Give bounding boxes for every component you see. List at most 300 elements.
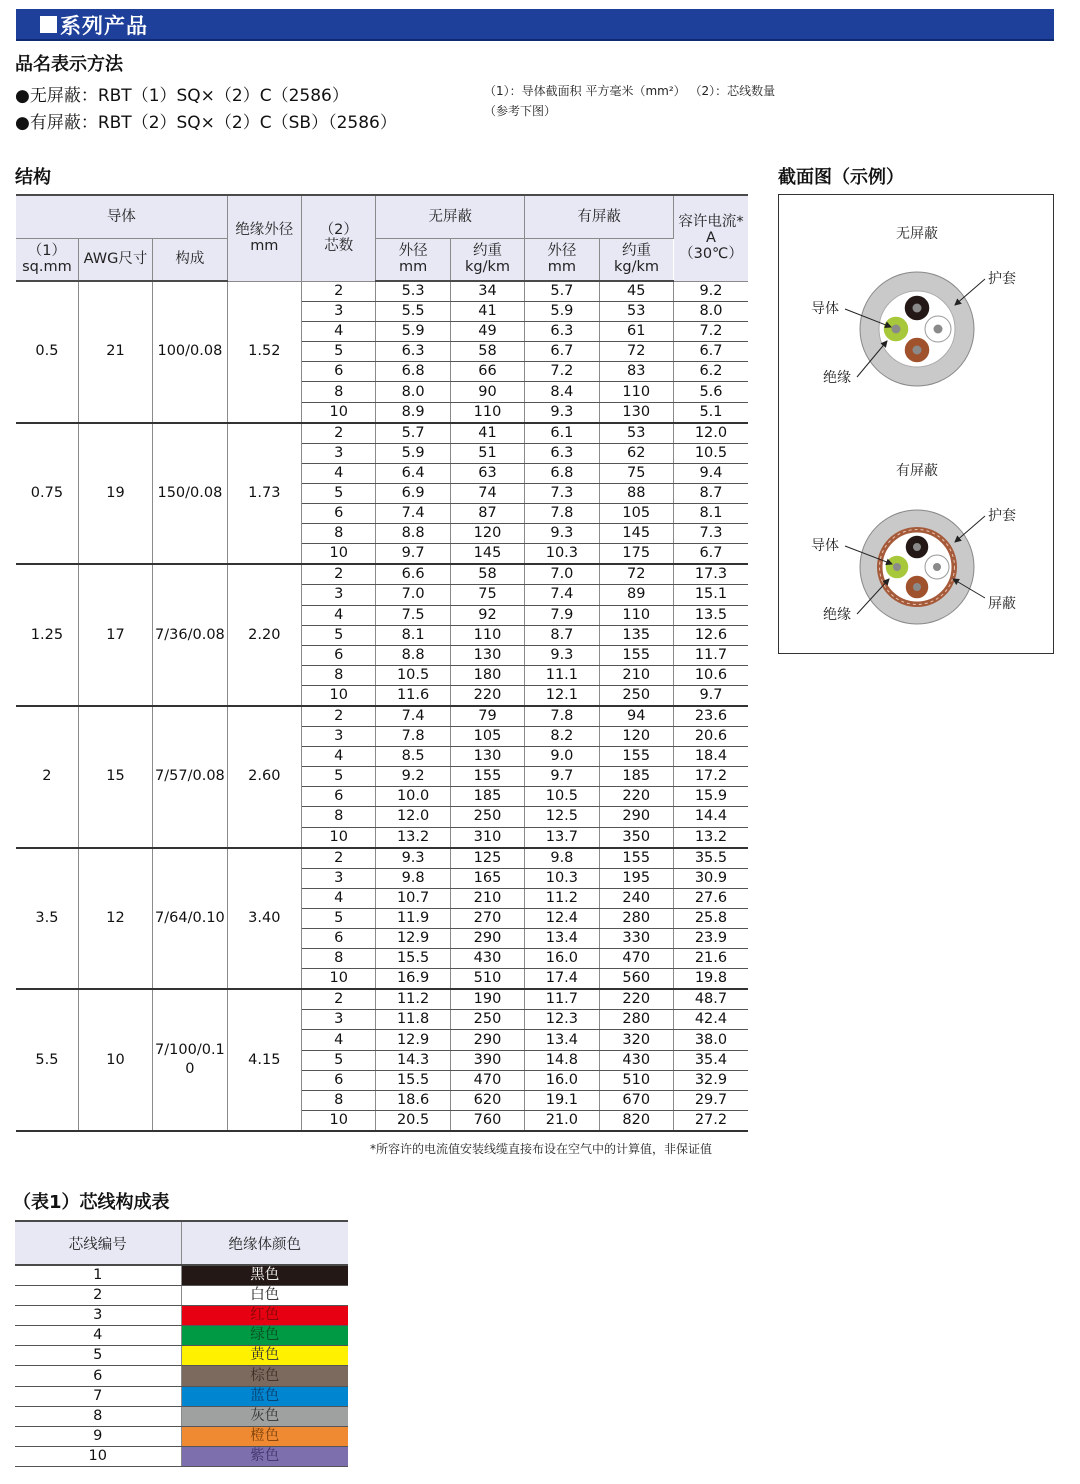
cross-section-panel (778, 194, 1054, 654)
core-number-cell: 2 (15, 1286, 181, 1306)
cores-cell: 2 (302, 281, 376, 302)
core-row (15, 1326, 348, 1346)
core-row (15, 1265, 348, 1286)
shielded-weight-cell: 110 (599, 382, 673, 402)
shielded-weight-cell: 195 (599, 868, 673, 888)
insulation-od-cell: 2.20 (227, 564, 301, 706)
shielded-od-cell: 9.3 (525, 524, 599, 544)
shielded-od-cell: 7.2 (525, 362, 599, 382)
shielded-weight-cell: 94 (599, 706, 673, 727)
shielded-od-cell: 14.8 (525, 1050, 599, 1070)
shielded-od-cell: 9.7 (525, 767, 599, 787)
allowable-current-cell: 9.2 (673, 281, 748, 302)
header-unshielded-od: 外径 mm (376, 238, 450, 281)
cores-cell: 6 (302, 787, 376, 807)
shielded-od-cell: 10.3 (525, 868, 599, 888)
cores-cell: 3 (302, 302, 376, 322)
shielded-weight-cell: 62 (599, 443, 673, 463)
table-footnote: *所容许的电流值安装线缆直接布设在空气中的计算值，非保证值 (370, 1142, 713, 1156)
unshielded-weight-cell: 430 (450, 949, 524, 969)
header-composition: 构成 (153, 238, 227, 281)
table-row (16, 706, 748, 727)
shielded-od-cell: 6.1 (525, 423, 599, 444)
cores-cell: 4 (302, 747, 376, 767)
unshielded-od-cell: 11.9 (376, 908, 450, 928)
cores-cell: 6 (302, 929, 376, 949)
header-sq: （1） sq.mm (16, 238, 78, 281)
insulation-color-cell: 蓝色 (181, 1386, 348, 1406)
core-row (15, 1426, 348, 1446)
cores-cell: 6 (302, 1070, 376, 1090)
insulation-color-cell: 棕色 (181, 1366, 348, 1386)
shielded-weight-cell: 155 (599, 848, 673, 869)
allowable-current-cell: 7.3 (673, 524, 748, 544)
allowable-current-cell: 6.2 (673, 362, 748, 382)
allowable-current-cell: 38.0 (673, 1030, 748, 1050)
shielded-od-cell: 6.3 (525, 322, 599, 342)
core-row (15, 1366, 348, 1386)
shielded-weight-cell: 330 (599, 929, 673, 949)
shielded-weight-cell: 72 (599, 342, 673, 362)
allowable-current-cell: 35.5 (673, 848, 748, 869)
unshielded-od-cell: 12.9 (376, 1030, 450, 1050)
unshielded-weight-cell: 66 (450, 362, 524, 382)
unshielded-od-cell: 11.6 (376, 685, 450, 706)
shielded-weight-cell: 280 (599, 908, 673, 928)
shielded-cable (860, 510, 974, 624)
shielded-od-cell: 11.2 (525, 888, 599, 908)
core-number-cell: 8 (15, 1406, 181, 1426)
unshielded-od-cell: 14.3 (376, 1050, 450, 1070)
table-row (16, 423, 748, 444)
shielded-od-cell: 8.2 (525, 727, 599, 747)
cores-cell: 10 (302, 402, 376, 423)
unshielded-od-cell: 8.1 (376, 625, 450, 645)
unshielded-od-cell: 5.7 (376, 423, 450, 444)
shielded-weight-cell: 72 (599, 564, 673, 585)
allowable-current-cell: 27.2 (673, 1110, 748, 1131)
cores-cell: 5 (302, 767, 376, 787)
allowable-current-cell: 9.7 (673, 685, 748, 706)
composition-cell: 100/0.08 (153, 281, 227, 423)
shielded-od-cell: 12.3 (525, 1010, 599, 1030)
unshielded-weight-cell: 620 (450, 1090, 524, 1110)
allowable-current-cell: 48.7 (673, 989, 748, 1010)
shielded-od-cell: 8.4 (525, 382, 599, 402)
unshielded-weight-cell: 90 (450, 382, 524, 402)
header-current: 容许电流* A （30℃） (673, 195, 748, 281)
shielded-od-cell: 9.3 (525, 402, 599, 423)
unshielded-od-cell: 15.5 (376, 949, 450, 969)
shielded-weight-cell: 185 (599, 767, 673, 787)
conductor-sq-cell: 0.75 (16, 423, 78, 565)
shielded-weight-cell: 155 (599, 747, 673, 767)
insulation-od-cell: 2.60 (227, 706, 301, 848)
core-number-cell: 6 (15, 1366, 181, 1386)
allowable-current-cell: 8.0 (673, 302, 748, 322)
unshielded-weight-cell: 250 (450, 807, 524, 827)
label-conductor-shielded: 导体 (811, 538, 839, 554)
unshielded-weight-cell: 510 (450, 969, 524, 990)
shielded-od-cell: 16.0 (525, 949, 599, 969)
shielded-weight-cell: 820 (599, 1110, 673, 1131)
unshielded-weight-cell: 92 (450, 605, 524, 625)
cores-cell: 5 (302, 625, 376, 645)
shielded-od-cell: 9.3 (525, 645, 599, 665)
allowable-current-cell: 13.2 (673, 827, 748, 848)
conductor-sq-cell: 2 (16, 706, 78, 848)
unshielded-od-cell: 12.9 (376, 929, 450, 949)
unshielded-od-cell: 18.6 (376, 1090, 450, 1110)
insulation-od-cell: 3.40 (227, 848, 301, 990)
shielded-od-cell: 13.4 (525, 929, 599, 949)
unshielded-weight-cell: 210 (450, 888, 524, 908)
cores-cell: 8 (302, 949, 376, 969)
allowable-current-cell: 7.2 (673, 322, 748, 342)
shielded-od-cell: 21.0 (525, 1110, 599, 1131)
unshielded-weight-cell: 105 (450, 727, 524, 747)
shielded-od-cell: 7.0 (525, 564, 599, 585)
insulation-color-cell: 黄色 (181, 1346, 348, 1366)
shielded-od-cell: 7.9 (525, 605, 599, 625)
label-sheath-unshielded: 护套 (988, 271, 1016, 287)
allowable-current-cell: 15.9 (673, 787, 748, 807)
unshielded-weight-cell: 41 (450, 302, 524, 322)
unshielded-weight-cell: 120 (450, 524, 524, 544)
shielded-weight-cell: 320 (599, 1030, 673, 1050)
table-row (16, 989, 748, 1010)
cores-cell: 4 (302, 1030, 376, 1050)
core-row (15, 1286, 348, 1306)
allowable-current-cell: 30.9 (673, 868, 748, 888)
insulation-od-cell: 1.73 (227, 423, 301, 565)
allowable-current-cell: 23.9 (673, 929, 748, 949)
header-unshielded: 无屏蔽 (376, 195, 525, 238)
insulation-color-cell: 黑色 (181, 1265, 348, 1286)
shielded-weight-cell: 220 (599, 787, 673, 807)
unshielded-od-cell: 10.7 (376, 888, 450, 908)
conductor-sq-cell: 5.5 (16, 989, 78, 1131)
shielded-od-cell: 17.4 (525, 969, 599, 990)
unshielded-weight-cell: 130 (450, 747, 524, 767)
allowable-current-cell: 12.0 (673, 423, 748, 444)
unshielded-weight-cell: 34 (450, 281, 524, 302)
unshielded-od-cell: 6.4 (376, 463, 450, 483)
unshielded-weight-cell: 190 (450, 989, 524, 1010)
unshielded-weight-cell: 63 (450, 463, 524, 483)
awg-size-cell: 10 (78, 989, 152, 1131)
allowable-current-cell: 20.6 (673, 727, 748, 747)
shielded-weight-cell: 83 (599, 362, 673, 382)
shielded-od-cell: 6.7 (525, 342, 599, 362)
unshielded-weight-cell: 760 (450, 1110, 524, 1131)
insulation-od-cell: 4.15 (227, 989, 301, 1131)
unshielded-od-cell: 15.5 (376, 1070, 450, 1090)
cores-cell: 4 (302, 322, 376, 342)
shielded-od-cell: 11.7 (525, 989, 599, 1010)
shielded-weight-cell: 670 (599, 1090, 673, 1110)
cores-cell: 2 (302, 706, 376, 727)
awg-size-cell: 19 (78, 423, 152, 565)
shielded-od-cell: 7.8 (525, 706, 599, 727)
cores-cell: 4 (302, 463, 376, 483)
unshielded-od-cell: 7.5 (376, 605, 450, 625)
unshielded-weight-cell: 145 (450, 544, 524, 565)
unshielded-od-cell: 11.8 (376, 1010, 450, 1030)
core-number-cell: 3 (15, 1306, 181, 1326)
allowable-current-cell: 9.4 (673, 463, 748, 483)
unshielded-weight-cell: 87 (450, 504, 524, 524)
allowable-current-cell: 23.6 (673, 706, 748, 727)
allowable-current-cell: 14.4 (673, 807, 748, 827)
unshielded-weight-cell: 290 (450, 929, 524, 949)
structure-table (16, 194, 748, 1132)
allowable-current-cell: 5.1 (673, 402, 748, 423)
unshielded-weight-cell: 180 (450, 665, 524, 685)
unshielded-weight-cell: 310 (450, 827, 524, 848)
header-conductor: 导体 (16, 195, 227, 238)
insulation-color-cell: 灰色 (181, 1406, 348, 1426)
label-shield: 屏蔽 (988, 596, 1016, 612)
unshielded-weight-cell: 250 (450, 1010, 524, 1030)
unshielded-od-cell: 8.9 (376, 402, 450, 423)
shielded-weight-cell: 430 (599, 1050, 673, 1070)
shielded-od-cell: 10.3 (525, 544, 599, 565)
cores-cell: 8 (302, 1090, 376, 1110)
cores-cell: 4 (302, 888, 376, 908)
core-number-cell: 4 (15, 1326, 181, 1346)
shielded-od-cell: 10.5 (525, 787, 599, 807)
unshielded-od-cell: 9.3 (376, 848, 450, 869)
unshielded-od-cell: 7.4 (376, 504, 450, 524)
unshielded-weight-cell: 390 (450, 1050, 524, 1070)
unshielded-od-cell: 5.9 (376, 443, 450, 463)
shielded-od-cell: 16.0 (525, 1070, 599, 1090)
cores-cell: 3 (302, 727, 376, 747)
awg-size-cell: 12 (78, 848, 152, 990)
shielded-weight-cell: 290 (599, 807, 673, 827)
shielded-od-cell: 9.0 (525, 747, 599, 767)
unshielded-od-cell: 20.5 (376, 1110, 450, 1131)
unshielded-od-cell: 10.0 (376, 787, 450, 807)
table-row (16, 848, 748, 869)
unshielded-od-cell: 5.3 (376, 281, 450, 302)
unshielded-od-cell: 7.8 (376, 727, 450, 747)
allowable-current-cell: 27.6 (673, 888, 748, 908)
allowable-current-cell: 10.6 (673, 665, 748, 685)
shielded-od-cell: 12.1 (525, 685, 599, 706)
allowable-current-cell: 12.6 (673, 625, 748, 645)
unshielded-weight-cell: 79 (450, 706, 524, 727)
shielded-weight-cell: 75 (599, 463, 673, 483)
shielded-weight-cell: 220 (599, 989, 673, 1010)
cores-cell: 6 (302, 504, 376, 524)
composition-cell: 7/57/0.08 (153, 706, 227, 848)
insulation-color-cell: 白色 (181, 1286, 348, 1306)
structure-heading: 结构 (15, 167, 51, 188)
allowable-current-cell: 29.7 (673, 1090, 748, 1110)
cores-cell: 10 (302, 969, 376, 990)
conductor-sq-cell: 3.5 (16, 848, 78, 990)
unshielded-weight-cell: 74 (450, 483, 524, 503)
label-insulation-unshielded: 绝缘 (823, 370, 851, 386)
shielded-title: 有屏蔽 (896, 463, 938, 479)
shielded-od-cell: 7.4 (525, 585, 599, 605)
cores-cell: 2 (302, 989, 376, 1010)
label-conductor-unshielded: 导体 (811, 301, 839, 317)
shielded-weight-cell: 88 (599, 483, 673, 503)
allowable-current-cell: 19.8 (673, 969, 748, 990)
cores-cell: 5 (302, 1050, 376, 1070)
cores-cell: 10 (302, 544, 376, 565)
shielded-weight-cell: 145 (599, 524, 673, 544)
unshielded-od-cell: 6.3 (376, 342, 450, 362)
shielded-weight-cell: 240 (599, 888, 673, 908)
allowable-current-cell: 25.8 (673, 908, 748, 928)
unshielded-weight-cell: 155 (450, 767, 524, 787)
allowable-current-cell: 35.4 (673, 1050, 748, 1070)
shielded-od-cell: 13.4 (525, 1030, 599, 1050)
cores-cell: 3 (302, 1010, 376, 1030)
shielded-weight-cell: 135 (599, 625, 673, 645)
shielded-od-cell: 12.4 (525, 908, 599, 928)
core-row (15, 1306, 348, 1326)
conductor-sq-cell: 0.5 (16, 281, 78, 423)
allowable-current-cell: 32.9 (673, 1070, 748, 1090)
allowable-current-cell: 18.4 (673, 747, 748, 767)
unshielded-weight-cell: 130 (450, 645, 524, 665)
banner-title: 系列产品 (60, 14, 148, 38)
shielded-od-cell: 6.3 (525, 443, 599, 463)
unshielded-od-cell: 9.7 (376, 544, 450, 565)
allowable-current-cell: 10.5 (673, 443, 748, 463)
shielded-od-cell: 19.1 (525, 1090, 599, 1110)
header-cores: （2） 芯数 (302, 195, 376, 281)
composition-cell: 7/64/0.10 (153, 848, 227, 990)
allowable-current-cell: 8.1 (673, 504, 748, 524)
composition-cell: 150/0.08 (153, 423, 227, 565)
core-number-cell: 9 (15, 1426, 181, 1446)
header-unshielded-weight: 约重 kg/km (450, 238, 524, 281)
unshielded-od-cell: 7.0 (376, 585, 450, 605)
naming-unshielded: ●无屏蔽：RBT（1）SQ×（2）C（2586） (15, 86, 349, 106)
core-row (15, 1446, 348, 1466)
label-insulation-shielded: 绝缘 (823, 607, 851, 623)
shielded-weight-cell: 280 (599, 1010, 673, 1030)
unshielded-weight-cell: 49 (450, 322, 524, 342)
naming-note: （1）：导体截面积 平方毫米（mm²） （2）：芯线数量 (484, 84, 776, 98)
core-number-cell: 5 (15, 1346, 181, 1366)
core-table-heading: （表1）芯线构成表 (13, 1192, 170, 1213)
cores-cell: 3 (302, 585, 376, 605)
label-sheath-shielded: 护套 (988, 508, 1016, 524)
unshielded-od-cell: 5.5 (376, 302, 450, 322)
shielded-weight-cell: 105 (599, 504, 673, 524)
unshielded-weight-cell: 110 (450, 402, 524, 423)
cross-section-diagram (779, 195, 1055, 655)
shielded-od-cell: 12.5 (525, 807, 599, 827)
header-awg: AWG尺寸 (78, 238, 152, 281)
shielded-weight-cell: 350 (599, 827, 673, 848)
insulation-color-cell: 紫色 (181, 1446, 348, 1466)
allowable-current-cell: 21.6 (673, 949, 748, 969)
core-number-cell: 10 (15, 1446, 181, 1466)
shielded-od-cell: 6.8 (525, 463, 599, 483)
cores-cell: 3 (302, 443, 376, 463)
square-icon (40, 16, 57, 33)
awg-size-cell: 21 (78, 281, 152, 423)
insulation-color-cell: 橙色 (181, 1426, 348, 1446)
unshielded-od-cell: 7.4 (376, 706, 450, 727)
shielded-od-cell: 5.7 (525, 281, 599, 302)
cores-cell: 2 (302, 848, 376, 869)
unshielded-od-cell: 10.5 (376, 665, 450, 685)
unshielded-weight-cell: 75 (450, 585, 524, 605)
unshielded-od-cell: 8.5 (376, 747, 450, 767)
unshielded-od-cell: 12.0 (376, 807, 450, 827)
header-insulation: 绝缘外径 mm (227, 195, 301, 281)
section-heading: 截面图（示例） (778, 167, 904, 188)
shielded-weight-cell: 250 (599, 685, 673, 706)
shielded-od-cell: 11.1 (525, 665, 599, 685)
insulation-color-cell: 绿色 (181, 1326, 348, 1346)
unshielded-od-cell: 11.2 (376, 989, 450, 1010)
allowable-current-cell: 8.7 (673, 483, 748, 503)
cores-cell: 8 (302, 382, 376, 402)
unshielded-weight-cell: 58 (450, 342, 524, 362)
core-number-cell: 7 (15, 1386, 181, 1406)
unshielded-od-cell: 8.8 (376, 524, 450, 544)
unshielded-weight-cell: 185 (450, 787, 524, 807)
allowable-current-cell: 42.4 (673, 1010, 748, 1030)
header-core-number: 芯线编号 (15, 1221, 181, 1265)
shielded-od-cell: 13.7 (525, 827, 599, 848)
unshielded-od-cell: 6.6 (376, 564, 450, 585)
allowable-current-cell: 6.7 (673, 342, 748, 362)
cores-cell: 6 (302, 362, 376, 382)
shielded-weight-cell: 155 (599, 645, 673, 665)
table-row (16, 564, 748, 585)
unshielded-weight-cell: 470 (450, 1070, 524, 1090)
unshielded-od-cell: 9.2 (376, 767, 450, 787)
unshielded-weight-cell: 165 (450, 868, 524, 888)
composition-cell: 7/100/0.1 0 (153, 989, 227, 1131)
naming-heading: 品名表示方法 (15, 54, 123, 75)
unshielded-weight-cell: 110 (450, 625, 524, 645)
header-shielded-od: 外径 mm (525, 238, 599, 281)
shielded-weight-cell: 470 (599, 949, 673, 969)
unshielded-od-cell: 13.2 (376, 827, 450, 848)
cores-cell: 5 (302, 483, 376, 503)
unshielded-weight-cell: 58 (450, 564, 524, 585)
core-row (15, 1406, 348, 1426)
naming-shielded: ●有屏蔽：RBT（2）SQ×（2）C（SB）（2586） (15, 113, 397, 133)
unshielded-od-cell: 9.8 (376, 868, 450, 888)
shielded-od-cell: 7.8 (525, 504, 599, 524)
unshielded-od-cell: 8.8 (376, 645, 450, 665)
shielded-od-cell: 9.8 (525, 848, 599, 869)
shielded-weight-cell: 560 (599, 969, 673, 990)
allowable-current-cell: 6.7 (673, 544, 748, 565)
unshielded-od-cell: 6.8 (376, 362, 450, 382)
shielded-weight-cell: 175 (599, 544, 673, 565)
unshielded-cable (860, 272, 974, 386)
header-shielded-weight: 约重 kg/km (599, 238, 673, 281)
shielded-weight-cell: 45 (599, 281, 673, 302)
shielded-weight-cell: 510 (599, 1070, 673, 1090)
core-row (15, 1346, 348, 1366)
cores-cell: 10 (302, 827, 376, 848)
